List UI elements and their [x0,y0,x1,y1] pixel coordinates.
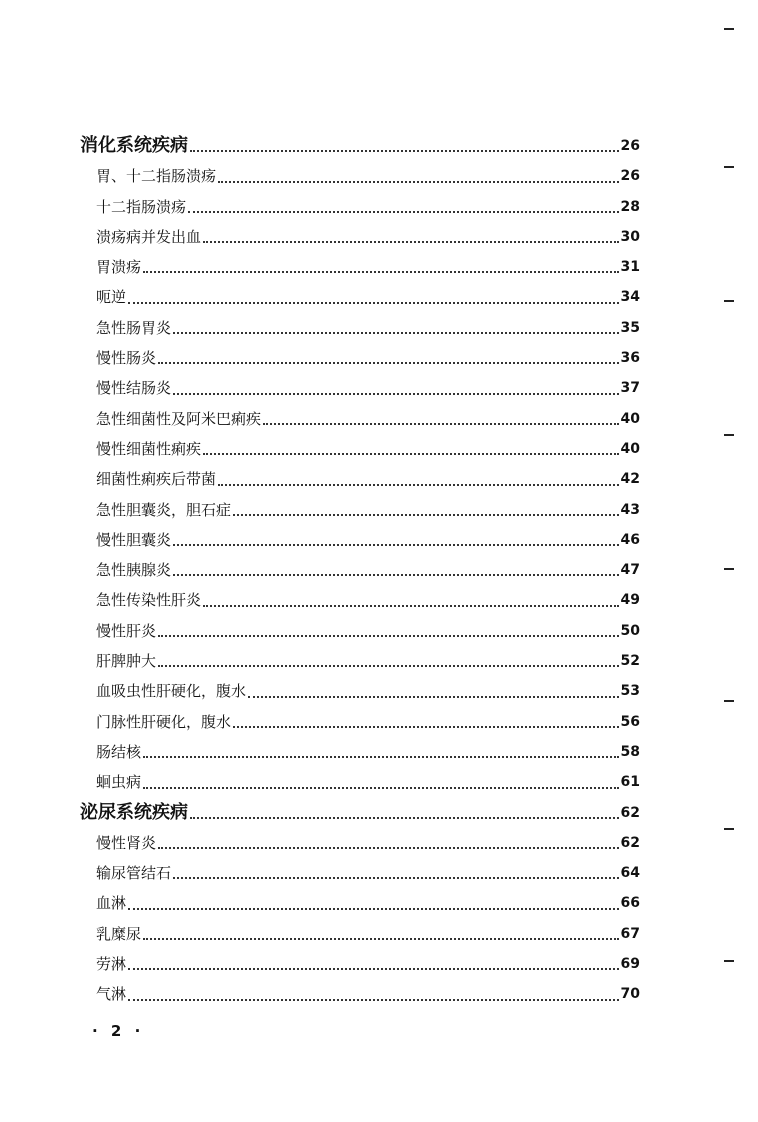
toc-entry [80,707,640,737]
toc-leader-dots [218,181,619,183]
toc-entry-title: 十二指肠溃疡 [96,197,187,216]
toc-entry-page: 47 [620,562,640,579]
toc-entry [80,464,640,494]
toc-leader-dots [128,968,619,970]
toc-entry [80,495,640,525]
edge-mark [724,434,734,436]
toc-entry-title: 门脉性肝硬化，腹水 [96,712,232,731]
toc-section-entry [80,131,640,161]
toc-section-entry [80,798,640,828]
toc-entry-page: 70 [620,986,640,1003]
toc-entry-page: 64 [620,865,640,882]
edge-mark [724,700,734,702]
toc-entry-page: 40 [620,410,640,427]
toc-entry-title: 呃逆 [96,288,127,307]
toc-entry [80,282,640,312]
toc-entry [80,919,640,949]
toc-entry-title: 消化系统疾病 [80,135,188,156]
toc-entry-title: 溃疡病并发出血 [96,227,202,246]
toc-entry-page: 52 [620,653,640,670]
toc-entry-page: 26 [620,168,640,185]
toc-entry-title: 肠结核 [96,742,142,761]
toc-entry [80,616,640,646]
toc-entry-title: 慢性结肠炎 [96,379,172,398]
toc-entry-title: 急性细菌性及阿米巴痢疾 [96,409,262,428]
toc-entry-page: 31 [620,259,640,276]
toc-entry-title: 泌尿系统疾病 [80,801,188,823]
toc-entry [80,434,640,464]
toc-entry-page: 35 [620,319,640,336]
toc-entry [80,676,640,706]
toc-entry-page: 56 [620,713,640,730]
toc-leader-dots [248,696,619,698]
toc-entry-title: 输尿管结石 [96,864,172,883]
toc-entry [80,404,640,434]
toc-entry [80,192,640,222]
toc-leader-dots [263,423,619,425]
toc-leader-dots [158,847,619,849]
edge-mark [724,828,734,830]
toc-entry [80,858,640,888]
toc-entry-title: 细菌性痢疾后带菌 [96,470,217,489]
toc-entry [80,252,640,282]
toc-entry-title: 血吸虫性肝硬化，腹水 [96,682,247,701]
edge-mark [724,300,734,302]
toc-leader-dots [158,665,619,667]
toc-leader-dots [203,241,619,243]
toc-entry-page: 37 [620,380,640,397]
toc-entry [80,161,640,191]
toc-entry-page: 62 [620,804,640,821]
toc-entry [80,646,640,676]
toc-entry-page: 49 [620,592,640,609]
toc-entry [80,343,640,373]
toc-entry-title: 急性肠胃炎 [96,318,172,337]
toc-entry-title: 慢性肝炎 [96,621,157,640]
toc-entry-title: 急性胰腺炎 [96,561,172,580]
toc-entry-title: 慢性胆囊炎 [96,530,172,549]
toc-entry-title: 乳糜尿 [96,924,142,943]
toc-entry [80,828,640,858]
toc-entry-page: 67 [620,925,640,942]
edge-mark [724,166,734,168]
toc-entry-title: 肝脾肿大 [96,652,157,671]
toc-entry [80,373,640,403]
toc-entry [80,585,640,615]
toc-entry-page: 26 [620,138,640,154]
toc-entry-page: 53 [620,683,640,700]
toc-entry-title: 慢性细菌性痢疾 [96,439,202,458]
toc-entry-page: 61 [620,774,640,791]
toc-leader-dots [190,817,619,819]
toc-entry [80,222,640,252]
toc-leader-dots [128,302,619,304]
edge-mark [724,568,734,570]
toc-entry-title: 气淋 [96,985,127,1004]
toc-leader-dots [188,211,619,213]
toc-leader-dots [173,877,619,879]
toc-leader-dots [173,393,619,395]
toc-leader-dots [128,908,619,910]
toc-entry-title: 胃、十二指肠溃疡 [96,167,217,186]
toc-leader-dots [233,726,619,728]
toc-leader-dots [143,787,619,789]
edge-mark [724,28,734,30]
toc-entry [80,525,640,555]
toc-leader-dots [143,756,619,758]
toc-entry-title: 急性传染性肝炎 [96,591,202,610]
toc-leader-dots [143,271,619,273]
toc-entry-page: 28 [620,198,640,215]
toc-entry [80,555,640,585]
toc-leader-dots [158,362,619,364]
toc-leader-dots [173,574,619,576]
toc-leader-dots [203,453,619,455]
toc-entry-title: 胃溃疡 [96,258,142,277]
toc-leader-dots [233,514,619,516]
toc-entry-title: 急性胆囊炎，胆石症 [96,500,232,519]
toc-entry [80,949,640,979]
toc-entry-page: 30 [620,228,640,245]
toc-entry-page: 66 [620,895,640,912]
page-number: · 2 · [92,1022,145,1040]
toc-entry-page: 69 [620,956,640,973]
toc-leader-dots [218,484,619,486]
toc-entry-page: 43 [620,501,640,518]
toc-entry-page: 46 [620,531,640,548]
toc-entry-title: 慢性肾炎 [96,833,157,852]
toc-entry [80,767,640,797]
toc-entry [80,737,640,767]
toc-entry-title: 慢性肠炎 [96,349,157,368]
edge-mark [724,960,734,962]
toc-entry-page: 58 [620,743,640,760]
table-of-contents [80,131,640,1010]
toc-entry-title: 血淋 [96,894,127,913]
toc-leader-dots [173,332,619,334]
toc-leader-dots [128,999,619,1001]
toc-entry-page: 62 [620,834,640,851]
toc-leader-dots [143,938,619,940]
toc-entry-page: 42 [620,471,640,488]
toc-entry-page: 34 [620,289,640,306]
toc-leader-dots [158,635,619,637]
toc-leader-dots [203,605,619,607]
toc-leader-dots [173,544,619,546]
toc-entry-page: 50 [620,622,640,639]
toc-entry [80,313,640,343]
toc-entry-page: 36 [620,350,640,367]
toc-entry [80,979,640,1009]
toc-entry-title: 蛔虫病 [96,773,142,792]
toc-entry [80,888,640,918]
toc-entry-page: 40 [620,440,640,457]
toc-leader-dots [190,150,619,152]
toc-entry-title: 劳淋 [96,955,127,974]
